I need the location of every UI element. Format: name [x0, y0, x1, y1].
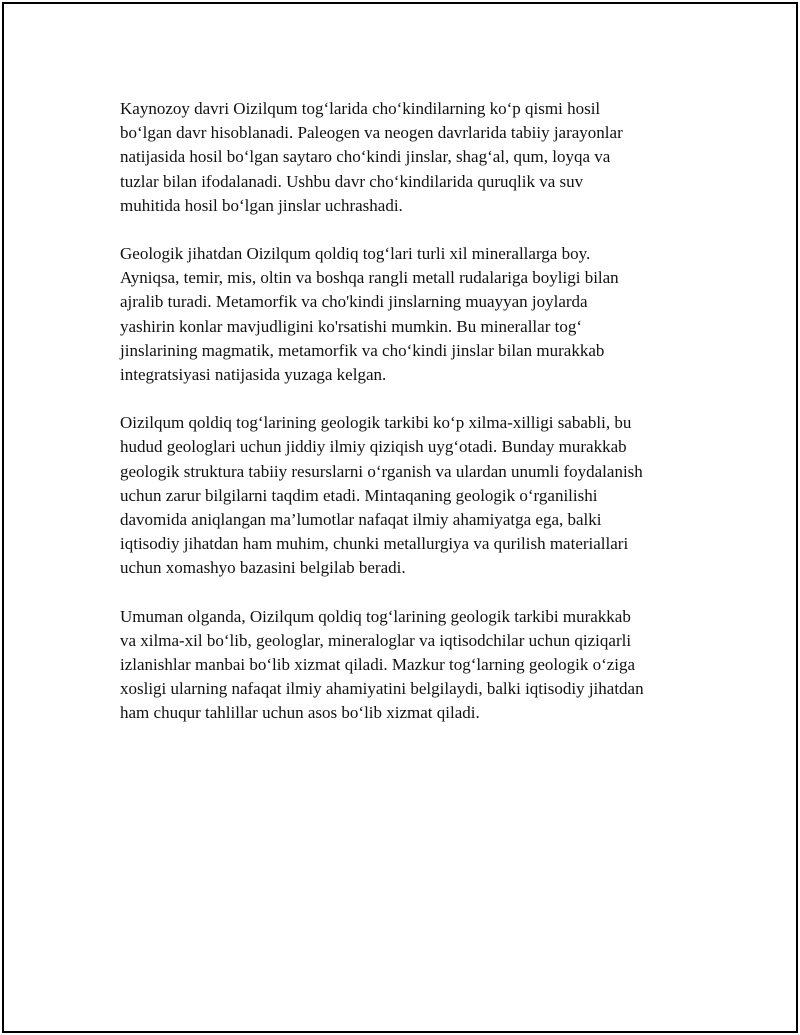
text-line: Oizilqum qoldiq tog‘larining geologik tarkibi ko‘p xilma-xilligi sababli, bu	[120, 413, 632, 433]
text-line: uchun xomashyo bazasini belgilab beradi.	[120, 558, 406, 578]
text-line: integratsiyasi natijasida yuzaga kelgan.	[120, 365, 387, 385]
text-line: ham chuqur tahlillar uchun asos bo‘lib xizmat qiladi.	[120, 703, 480, 723]
text-line: tuzlar bilan ifodalanadi. Ushbu davr cho‘kindilarida quruqlik va suv	[120, 171, 584, 191]
paragraph-3	[120, 411, 705, 580]
text-line: yashirin konlar mavjudligini ko'rsatishi mumkin. Bu minerallar tog‘	[120, 316, 582, 336]
text-line: geologik struktura tabiiy resurslarni o‘rganish va ulardan unumli foydalanish	[120, 461, 643, 481]
text-line: Ayniqsa, temir, mis, oltin va boshqa rangli metall rudalariga boyligi bilan	[120, 268, 619, 288]
text-line: Kaynozoy davri Oizilqum tog‘larida cho‘kindilarning ko‘p qismi hosil	[120, 99, 601, 118]
document-page	[2, 2, 798, 1033]
text-line: jinslarining magmatik, metamorfik va cho‘kindi jinslar bilan murakkab	[120, 340, 605, 360]
text-line: izlanishlar manbai bo‘lib xizmat qiladi. Mazkur tog‘larning geologik o‘ziga	[120, 655, 636, 675]
text-line: Geologik jihatdan Oizilqum qoldiq tog‘lari turli xil minerallarga boy.	[120, 244, 591, 264]
text-line: va xilma-xil bo‘lib, geologlar, mineraloglar va iqtisodchilar uchun qiziqarli	[120, 630, 632, 650]
text-line: xosligi ularning nafaqat ilmiy ahamiyatini belgilaydi, balki iqtisodiy jihatdan	[120, 679, 644, 699]
paragraph-1	[120, 97, 705, 218]
text-line: Umuman olganda, Oizilqum qoldiq tog‘larining geologik tarkibi murakkab	[120, 606, 631, 626]
text-line: natijasida hosil bo‘lgan saytaro cho‘kindi jinslar, shag‘al, qum, loyqa va	[120, 147, 611, 167]
text-line: ajralib turadi. Metamorfik va cho'kindi jinslarning muayyan joylarda	[120, 292, 588, 312]
text-line: davomida aniqlangan ma’lumotlar nafaqat ilmiy ahamiyatga ega, balki	[120, 510, 602, 530]
text-line: iqtisodiy jihatdan ham muhim, chunki metallurgiya va qurilish materiallari	[120, 534, 629, 554]
text-line: hudud geologlari uchun jiddiy ilmiy qiziqish uyg‘otadi. Bunday murakkab	[120, 437, 627, 457]
paragraph-2	[120, 242, 705, 387]
text-line: uchun zarur bilgilarni taqdim etadi. Mintaqaning geologik o‘rganilishi	[120, 485, 598, 505]
document-body	[120, 97, 705, 750]
text-line: muhitida hosil bo‘lgan jinslar uchrashadi.	[120, 195, 403, 215]
text-line: bo‘lgan davr hisoblanadi. Paleogen va neogen davrlarida tabiiy jarayonlar	[120, 123, 623, 143]
paragraph-4	[120, 605, 705, 726]
